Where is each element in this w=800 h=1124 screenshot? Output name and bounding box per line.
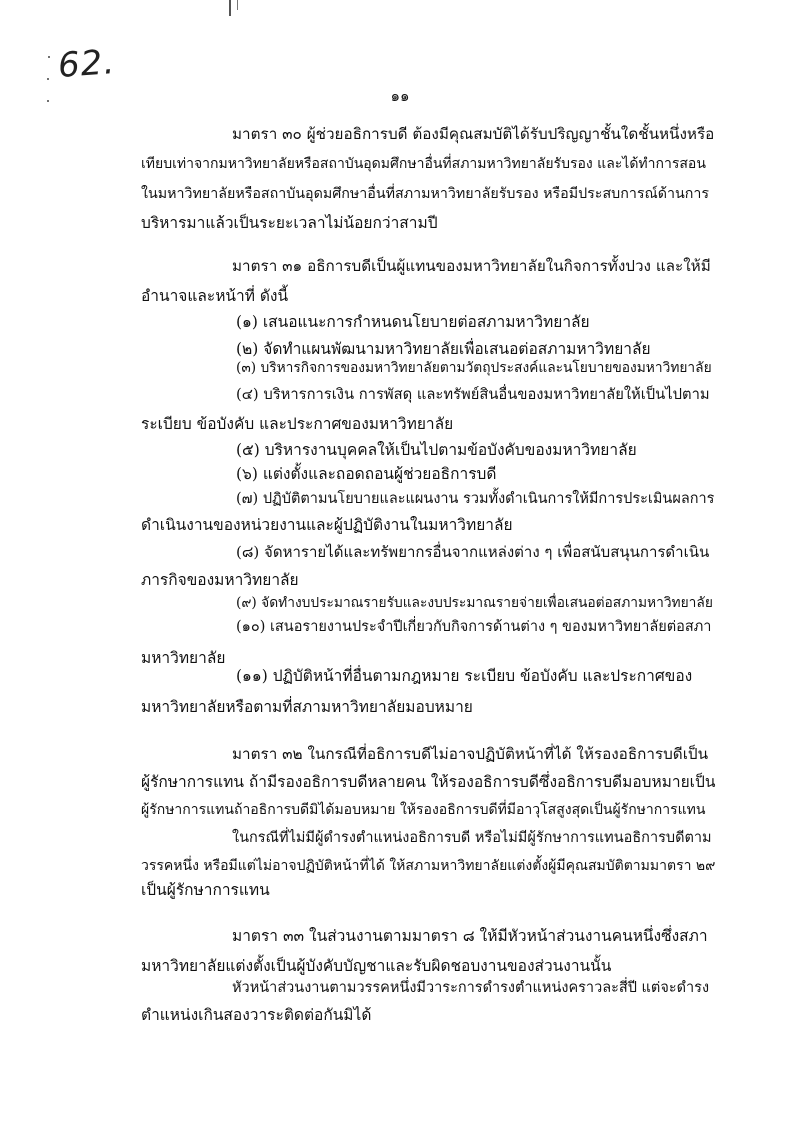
text-line: มาตรา ๓๐ ผู้ช่วยอธิการบดี ต้องมีคุณสมบัติได้รับปริญญาชั้นใดชั้นหนึ่งหรือ bbox=[232, 125, 715, 143]
list-item: (๗) ปฏิบัติตามนโยบายและแผนงาน รวมทั้งดำเนินการให้มีการประเมินผลการ bbox=[236, 491, 715, 507]
scan-mark bbox=[229, 0, 231, 16]
text-line: วรรคหนึ่ง หรือมีแต่ไม่อาจปฏิบัติหน้าที่ได้ ให้สภามหาวิทยาลัยแต่งตั้งผู้มีคุณสมบัติตามมาตรา ๒๙ bbox=[141, 858, 716, 874]
text-line: มาตรา ๓๒ ในกรณีที่อธิการบดีไม่อาจปฏิบัติหน้าที่ได้ ให้รองอธิการบดีเป็น bbox=[232, 745, 709, 763]
text-line: เป็นผู้รักษาการแทน bbox=[141, 881, 270, 899]
list-item: (๕) บริหารงานบุคคลให้เป็นไปตามข้อบังคับของมหาวิทยาลัย bbox=[236, 441, 637, 459]
text-line: มหาวิทยาลัยแต่งตั้งเป็นผู้บังคับบัญชาและรับผิดชอบงานของส่วนงานนั้น bbox=[141, 957, 612, 975]
list-item: (๔) บริหารการเงิน การพัสดุ และทรัพย์สินอื่นของมหาวิทยาลัยให้เป็นไปตาม bbox=[236, 386, 710, 403]
text-line: มหาวิทยาลัย bbox=[141, 649, 226, 667]
text-line: มาตรา ๓๓ ในส่วนงานตามมาตรา ๘ ให้มีหัวหน้าส่วนงานคนหนึ่งซึ่งสภา bbox=[232, 927, 708, 945]
text-line: ในกรณีที่ไม่มีผู้ดำรงตำแหน่งอธิการบดี หรือไม่มีผู้รักษาการแทนอธิการบดีตาม bbox=[232, 830, 712, 846]
scan-speck bbox=[48, 56, 50, 58]
text-line: ในมหาวิทยาลัยหรือสถาบันอุดมศึกษาอื่นที่สภามหาวิทยาลัยรับรอง หรือมีประสบการณ์ด้านการ bbox=[141, 186, 709, 202]
list-item: (๑๐) เสนอรายงานประจำปีเกี่ยวกับกิจการด้านต่าง ๆ ของมหาวิทยาลัยต่อสภา bbox=[236, 619, 712, 635]
text-line: มาตรา ๓๑ อธิการบดีเป็นผู้แทนของมหาวิทยาลัยในกิจการทั้งปวง และให้มี bbox=[232, 257, 711, 275]
scan-speck bbox=[47, 78, 49, 80]
list-item: (๘) จัดหารายได้และทรัพยากรอื่นจากแหล่งต่าง ๆ เพื่อสนับสนุนการดำเนิน bbox=[236, 543, 710, 561]
text-line: ผู้รักษาการแทนถ้าอธิการบดีมิได้มอบหมาย ให้รองอธิการบดีที่มีอาวุโสสูงสุดเป็นผู้รักษาการแทน bbox=[141, 802, 706, 818]
scan-mark bbox=[237, 0, 238, 10]
text-line: บริหารมาแล้วเป็นระยะเวลาไม่น้อยกว่าสามปี bbox=[141, 214, 438, 232]
list-item: (๒) จัดทำแผนพัฒนามหาวิทยาลัยเพื่อเสนอต่อสภามหาวิทยาลัย bbox=[236, 340, 651, 358]
handwritten-page-note: 62. bbox=[56, 42, 117, 86]
text-line: ดำเนินงานของหน่วยงานและผู้ปฏิบัติงานในมหาวิทยาลัย bbox=[141, 516, 513, 534]
page-number: ๑๑ bbox=[390, 87, 410, 105]
text-line: อำนาจและหน้าที่ ดังนี้ bbox=[141, 287, 289, 305]
list-item: (๑) เสนอแนะการกำหนดนโยบายต่อสภามหาวิทยาลัย bbox=[236, 313, 590, 331]
text-line: ผู้รักษาการแทน ถ้ามีรองอธิการบดีหลายคน ให้รองอธิการบดีซึ่งอธิการบดีมอบหมายเป็น bbox=[141, 773, 716, 791]
text-line: เทียบเท่าจากมหาวิทยาลัยหรือสถาบันอุดมศึกษาอื่นที่สภามหาวิทยาลัยรับรอง และได้ทำการสอน bbox=[141, 156, 706, 172]
text-line: ภารกิจของมหาวิทยาลัย bbox=[141, 571, 299, 589]
list-item: (๙) จัดทำงบประมาณรายรับและงบประมาณรายจ่ายเพื่อเสนอต่อสภามหาวิทยาลัย bbox=[236, 595, 713, 611]
text-line: ระเบียบ ข้อบังคับ และประกาศของมหาวิทยาลัย bbox=[141, 415, 454, 433]
list-item: (๑๑) ปฏิบัติหน้าที่อื่นตามกฎหมาย ระเบียบ ข้อบังคับ และประกาศของ bbox=[236, 667, 693, 685]
text-line: มหาวิทยาลัยหรือตามที่สภามหาวิทยาลัยมอบหมาย bbox=[141, 698, 473, 716]
text-line: หัวหน้าส่วนงานตามวรรคหนึ่งมีวาระการดำรงตำแหน่งคราวละสี่ปี แต่จะดำรง bbox=[232, 980, 710, 996]
text-line: ตำแหน่งเกินสองวาระติดต่อกันมิได้ bbox=[141, 1006, 372, 1024]
list-item: (๓) บริหารกิจการของมหาวิทยาลัยตามวัตถุประสงค์และนโยบายของมหาวิทยาลัย bbox=[236, 360, 712, 376]
list-item: (๖) แต่งตั้งและถอดถอนผู้ช่วยอธิการบดี bbox=[236, 465, 497, 483]
